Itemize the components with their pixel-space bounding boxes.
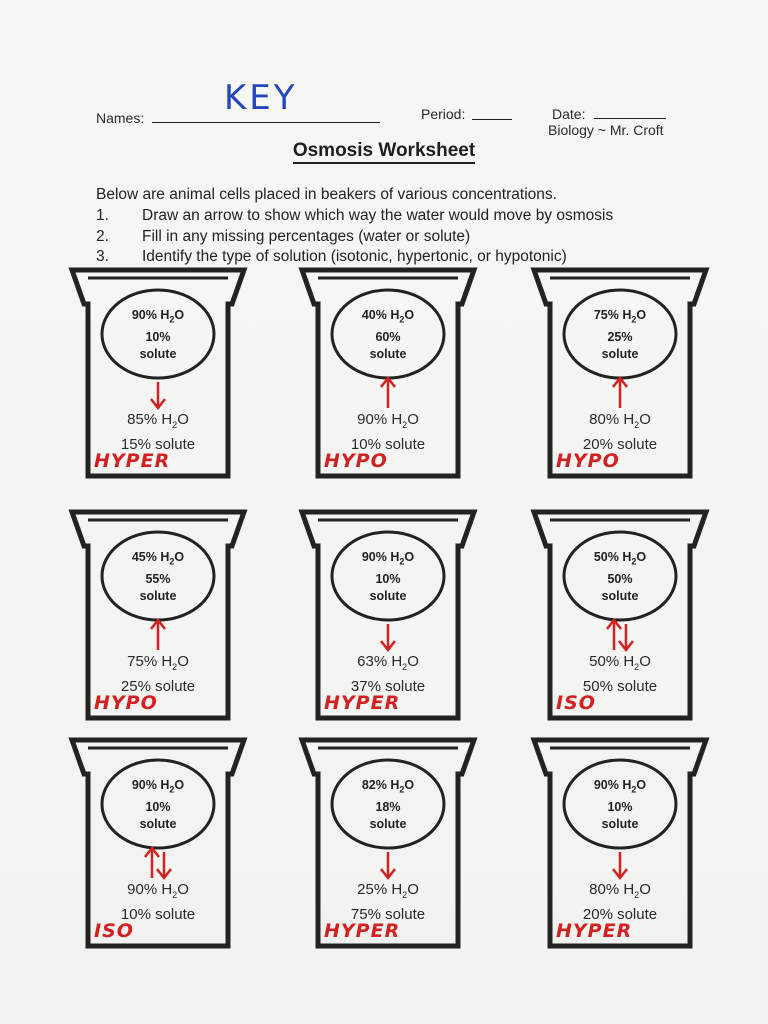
- cell-concentration: [572, 307, 668, 363]
- cell-solute-percent: 25%: [607, 329, 633, 344]
- cell-solute-label: solute: [601, 346, 639, 361]
- solution-concentration: [313, 410, 463, 455]
- cell-solute-percent: 10%: [145, 329, 171, 344]
- solution-solute-percent: 75% solute: [350, 906, 426, 923]
- solution-concentration: [313, 880, 463, 925]
- cell-solute-label: solute: [369, 346, 407, 361]
- solution-solute-percent: 15% solute: [120, 436, 196, 453]
- solution-type-answer: HYPER: [94, 450, 171, 472]
- solution-concentration: [545, 652, 695, 697]
- cell-solute-percent: 60%: [375, 329, 401, 344]
- cell-water-percent: 90% $H_2O$: [131, 308, 185, 325]
- solution-solute-percent: 20% solute: [582, 436, 658, 453]
- solution-solute-percent: 10% solute: [120, 906, 196, 923]
- solution-water-percent: 80% $H_2O$: [589, 881, 651, 900]
- cell-concentration: [110, 549, 206, 605]
- solution-solute-percent: 37% solute: [350, 678, 426, 695]
- cell-solute-label: solute: [369, 816, 407, 831]
- cell-solute-percent: 10%: [145, 799, 171, 814]
- cell-water-percent: 40% $H_2O$: [361, 308, 415, 325]
- instruction-step-3: 3. Identify the type of solution (isotonic, hypertonic, or hypotonic): [96, 248, 567, 265]
- solution-water-percent: 85% $H_2O$: [127, 411, 189, 430]
- cell-solute-label: solute: [139, 346, 177, 361]
- solution-type-answer: ISO: [556, 692, 596, 714]
- cell-solute-percent: 10%: [607, 799, 633, 814]
- solution-type-answer: HYPO: [556, 450, 620, 472]
- solution-water-percent: 63% $H_2O$: [357, 653, 419, 672]
- solution-type-answer: HYPER: [556, 920, 633, 942]
- solution-type-answer: HYPER: [324, 920, 401, 942]
- cell-concentration: [572, 777, 668, 833]
- solution-type-answer: HYPO: [94, 692, 158, 714]
- solution-water-percent: 25% $H_2O$: [357, 881, 419, 900]
- solution-concentration: [83, 652, 233, 697]
- solution-type-answer: ISO: [94, 920, 134, 942]
- solution-solute-percent: 25% solute: [120, 678, 196, 695]
- cell-concentration: [572, 549, 668, 605]
- instruction-step-1: 1. Draw an arrow to show which way the water would move by osmosis: [96, 207, 614, 224]
- cell-water-percent: 82% $H_2O$: [361, 778, 415, 795]
- cell-solute-label: solute: [139, 816, 177, 831]
- solution-concentration: [83, 880, 233, 925]
- date-label: Date:: [552, 106, 586, 122]
- cell-water-percent: 90% $H_2O$: [361, 550, 415, 567]
- cell-solute-percent: 10%: [375, 571, 401, 586]
- solution-concentration: [83, 410, 233, 455]
- instructions-intro: Below are animal cells placed in beakers of various concentrations.: [96, 186, 557, 203]
- cell-solute-label: solute: [139, 588, 177, 603]
- solution-water-percent: 75% $H_2O$: [127, 653, 189, 672]
- page-title: Osmosis Worksheet: [0, 140, 768, 162]
- cell-concentration: [340, 549, 436, 605]
- cell-solute-percent: 50%: [607, 571, 633, 586]
- cell-water-percent: 50% $H_2O$: [593, 550, 647, 567]
- cell-concentration: [110, 777, 206, 833]
- solution-concentration: [545, 410, 695, 455]
- solution-water-percent: 50% $H_2O$: [589, 653, 651, 672]
- solution-concentration: [545, 880, 695, 925]
- cell-concentration: [340, 307, 436, 363]
- cell-water-percent: 75% $H_2O$: [593, 308, 647, 325]
- cell-solute-label: solute: [601, 816, 639, 831]
- solution-solute-percent: 20% solute: [582, 906, 658, 923]
- solution-solute-percent: 10% solute: [350, 436, 426, 453]
- names-value: KEY: [224, 78, 298, 118]
- instruction-step-2: 2. Fill in any missing percentages (water or solute): [96, 228, 471, 245]
- solution-type-answer: HYPO: [324, 450, 388, 472]
- solution-water-percent: 80% $H_2O$: [589, 411, 651, 430]
- cell-solute-label: solute: [369, 588, 407, 603]
- cell-water-percent: 90% $H_2O$: [593, 778, 647, 795]
- cell-water-percent: 45% $H_2O$: [131, 550, 185, 567]
- cell-solute-percent: 55%: [145, 571, 171, 586]
- solution-water-percent: 90% $H_2O$: [357, 411, 419, 430]
- cell-concentration: [110, 307, 206, 363]
- names-label: Names:: [96, 110, 145, 126]
- cell-solute-percent: 18%: [375, 799, 401, 814]
- cell-concentration: [340, 777, 436, 833]
- solution-type-answer: HYPER: [324, 692, 401, 714]
- period-label: Period:: [421, 106, 466, 122]
- solution-solute-percent: 50% solute: [582, 678, 658, 695]
- cell-water-percent: 90% $H_2O$: [131, 778, 185, 795]
- cell-solute-label: solute: [601, 588, 639, 603]
- course-label: Biology ~ Mr. Croft: [548, 122, 664, 138]
- solution-concentration: [313, 652, 463, 697]
- solution-water-percent: 90% $H_2O$: [127, 881, 189, 900]
